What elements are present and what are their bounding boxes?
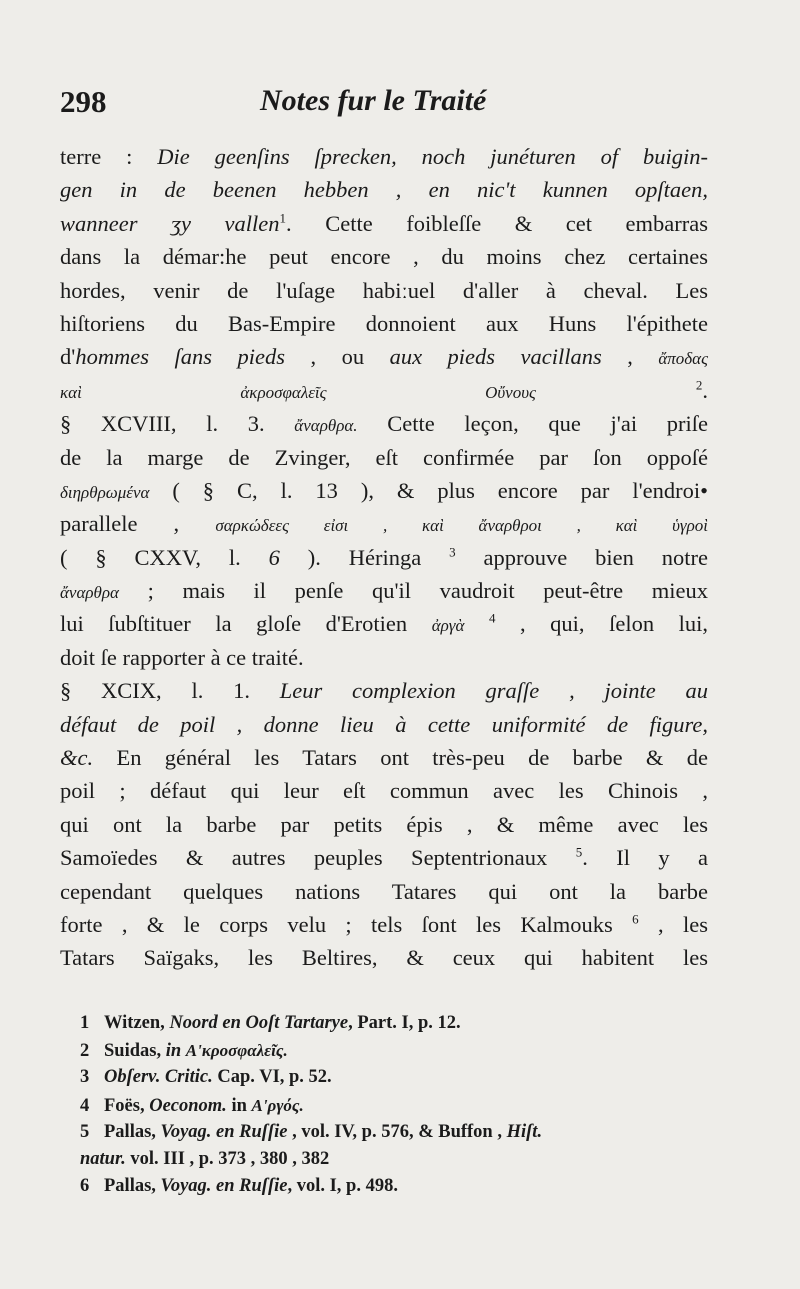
text-run: En général les Tatars ont très-peu de barbe & de — [93, 745, 708, 771]
text-run: hordes, venir de l'uſage habiːuel d'aller à cheval. Les — [60, 277, 708, 303]
text-run: , vol. I, p. 498. — [287, 1176, 398, 1197]
text-run: , — [601, 344, 659, 370]
text-run: 6 — [268, 544, 280, 570]
text-line — [60, 941, 708, 974]
footnote-ref: 2 — [695, 377, 703, 393]
text-run: ( § C, l. 13 ), & plus encore par l'endroi• — [149, 477, 708, 503]
text-run: aux pieds vacillans — [389, 344, 602, 370]
greek-text: καὶ ἀκροσφαλεῖς Οὔνους — [60, 382, 536, 402]
footnote-number: 5 — [80, 1121, 90, 1142]
text-run: Obſerv. Critic. — [104, 1067, 213, 1088]
text-run: . Il y a — [582, 845, 709, 871]
footnote-number: 1 — [80, 1013, 90, 1033]
text-run: Cap. VI, p. 52. — [212, 1067, 332, 1088]
text-run: , qui, ſelon lui, — [495, 611, 708, 637]
text-run: vol. III , p. 373 , 380 , 382 — [125, 1148, 330, 1169]
running-title: Notes fur le Traité — [260, 84, 487, 117]
text-line — [60, 173, 708, 206]
page-header — [60, 84, 740, 124]
footnote-number: 2 — [80, 1041, 90, 1062]
text-run: de la marge de Zvinger, eſt confirmée par ſon oppoſé — [60, 444, 708, 470]
text-run: Pallas, — [104, 1121, 161, 1142]
text-run: , les — [638, 911, 708, 937]
text-line — [60, 307, 708, 340]
footnote — [80, 1037, 740, 1064]
text-line — [60, 875, 708, 908]
text-run: Suidas, — [104, 1041, 166, 1062]
text-run: Oeconom. — [149, 1095, 227, 1116]
text-run: Voyag. en Ruſſie — [160, 1121, 288, 1142]
text-run: natur. — [80, 1148, 126, 1169]
text-run: dans la démar:he peut encore , du moins chez certaines — [60, 244, 708, 270]
text-run: wanneer ʒy vallen — [60, 210, 280, 236]
greek-text: διηρθρωμένα — [60, 482, 150, 502]
text-run: . — [702, 377, 708, 403]
footnote-ref: 5 — [575, 844, 583, 860]
text-line — [60, 741, 708, 774]
text-run: approuve bien notre — [455, 544, 708, 570]
text-run: gen in de beenen hebben , en nic't kunnen opſtaen, — [60, 177, 708, 203]
text-run: , vol. IV, p. 576, & Buffon , — [287, 1121, 507, 1142]
text-run: forte , & le corps velu ; tels ſont les Kalmouks — [60, 911, 633, 937]
text-line — [60, 841, 708, 874]
footnote — [80, 1119, 740, 1146]
text-line — [60, 207, 708, 240]
text-line — [60, 808, 708, 841]
footnote — [80, 1146, 740, 1173]
text-run: Samoïedes & autres peuples Septentrionaux — [60, 845, 576, 871]
text-run: &c. — [60, 745, 94, 771]
footnote-number: 3 — [80, 1067, 90, 1088]
text-line — [60, 340, 708, 373]
text-line — [60, 441, 708, 474]
footnote — [80, 1064, 740, 1091]
greek-text: ἄποδας — [658, 349, 709, 369]
text-run: poil ; défaut qui leur eſt commun avec les Chinois , — [60, 778, 708, 804]
footnotes — [80, 1010, 740, 1200]
text-line — [60, 908, 708, 941]
greek-text: σαρκώδεες εἰσι , καὶ ἄναρθροι , καὶ ὑγροὶ — [215, 516, 708, 536]
text-line — [60, 274, 708, 307]
body-text — [60, 140, 708, 975]
text-run: § XCIX, l. 1. — [60, 678, 280, 704]
text-line — [60, 140, 708, 173]
greek-text: ἄναρθρα. — [294, 416, 358, 436]
text-run: in — [165, 1041, 182, 1062]
text-run: d' — [60, 344, 76, 370]
text-run: Leur complexion graſſe , jointe au — [279, 678, 709, 704]
text-line — [60, 541, 708, 574]
text-run: § XCVIII, l. 3. — [60, 411, 295, 437]
footnote-ref: 4 — [488, 610, 496, 626]
text-run: Tatars Saïgaks, les Beltires, & ceux qui habitent les — [60, 945, 708, 971]
text-line — [60, 474, 708, 507]
greek-text: A'ργός. — [251, 1095, 304, 1115]
text-run: Cette leçon, que j'ai priſe — [357, 411, 708, 437]
text-run: hommes ſans pieds — [75, 344, 286, 370]
text-run: ; mais il penſe qu'il vaudroit peut-être mieux — [119, 578, 708, 604]
greek-text: ἄναρθρα — [60, 583, 119, 603]
text-run: ). Héringa — [279, 544, 450, 570]
text-run: terre : — [60, 144, 158, 169]
footnote-ref: 3 — [449, 544, 456, 560]
text-line — [60, 674, 708, 707]
footnote-number: 4 — [80, 1095, 90, 1116]
text-run — [536, 378, 696, 403]
footnote-ref: 6 — [632, 911, 639, 927]
text-run: , ou — [285, 344, 390, 370]
text-run: . Cette foibleſſe & cet embarras — [286, 210, 708, 236]
text-run: hiſtoriens du Bas-Empire donnoient aux Huns l'épithete — [60, 310, 708, 336]
text-line — [60, 708, 708, 741]
text-run: ( § CXXV, l. — [60, 544, 269, 570]
text-run: qui ont la barbe par petits épis , & même avec les — [60, 811, 708, 837]
text-run: Foës, — [104, 1095, 150, 1116]
text-run: défaut de poil , donne lieu à cette uniformité de figure, — [60, 711, 708, 737]
text-line — [60, 641, 708, 674]
footnote-number: 6 — [80, 1176, 90, 1197]
text-line — [60, 774, 708, 807]
text-line — [60, 574, 708, 607]
greek-text: A'κροσφαλεῖς. — [185, 1041, 288, 1061]
text-run: in — [226, 1095, 252, 1116]
text-run: Pallas, — [104, 1176, 161, 1197]
text-run: Hiſt. — [506, 1121, 543, 1142]
text-line — [60, 507, 708, 540]
footnote — [80, 1173, 740, 1200]
footnote — [80, 1092, 740, 1119]
greek-text: ἀργὰ — [431, 616, 465, 636]
text-run: doit ſe rapporter à ce traité. — [60, 644, 304, 670]
text-line — [60, 407, 708, 440]
text-line — [60, 240, 708, 273]
text-run — [464, 611, 489, 636]
text-run: Die geenſins ſprecken, noch junéturen of buigin- — [157, 144, 708, 169]
text-line — [60, 374, 708, 407]
text-run: Witzen, — [104, 1013, 170, 1033]
text-run: Voyag. en Ruſſie — [160, 1176, 288, 1197]
text-run: parallele , — [60, 511, 216, 537]
text-run: cependant quelques nations Tatares qui ont la barbe — [60, 878, 708, 904]
text-run: , Part. I, p. 12. — [348, 1013, 461, 1033]
footnote — [80, 1010, 740, 1037]
text-run: lui ſubſtituer la gloſe d'Erotien — [60, 611, 432, 637]
page-number: 298 — [60, 84, 107, 119]
text-line — [60, 607, 708, 640]
footnote-ref: 1 — [279, 210, 287, 226]
text-run: Noord en Ooſt Tartarye — [169, 1013, 349, 1033]
